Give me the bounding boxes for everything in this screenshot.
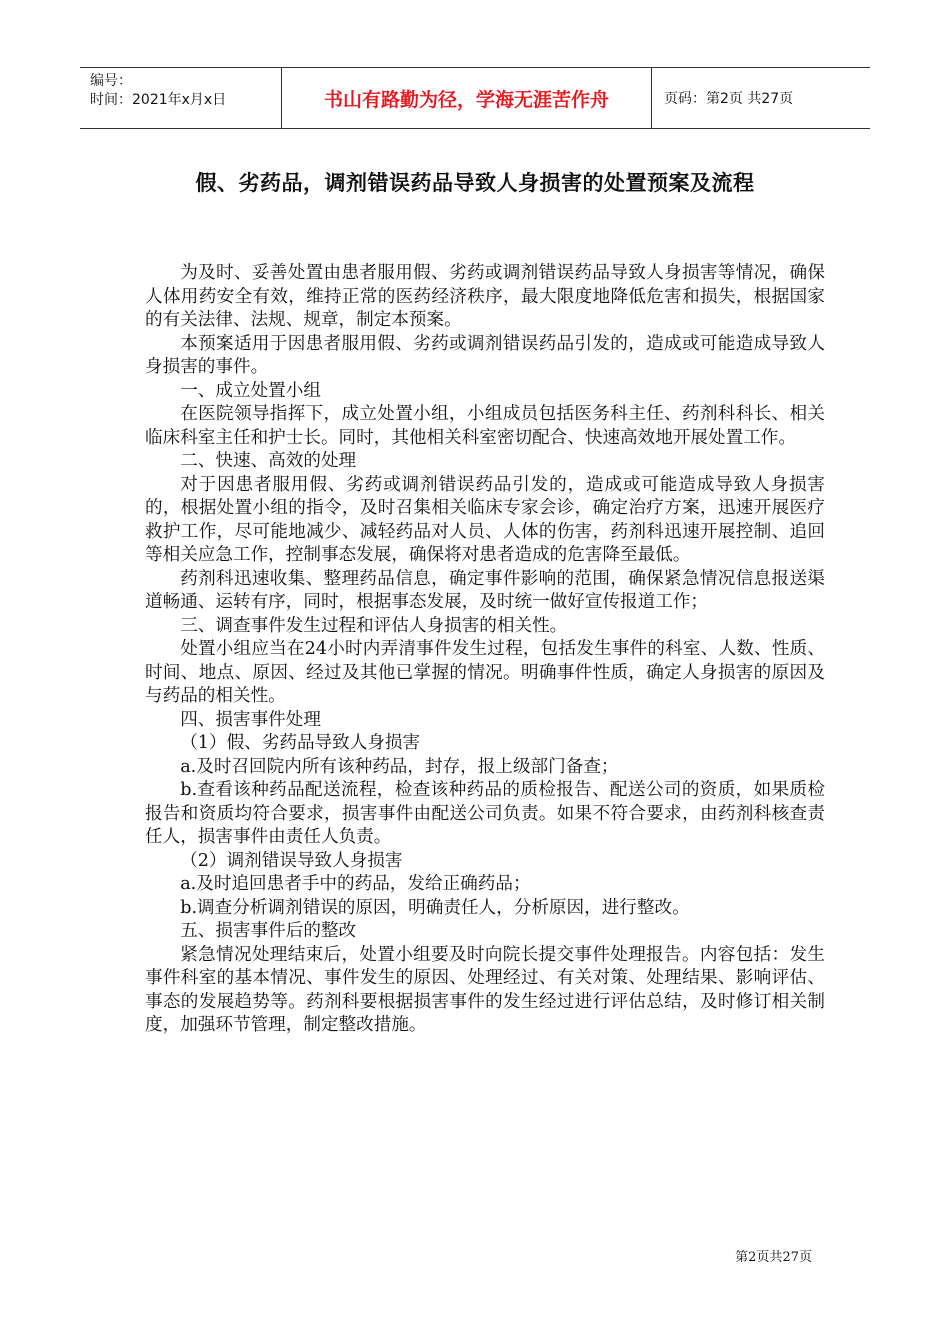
section-heading: 三、调查事件发生过程和评估人身损害的相关性。 xyxy=(180,615,568,636)
document-number-label: 编号： xyxy=(90,73,132,89)
section-heading: 四、损害事件处理 xyxy=(180,709,321,730)
subsection-heading: （1）假、劣药品导致人身损害 xyxy=(180,733,421,753)
page-header xyxy=(80,67,870,129)
paragraph: 在医院领导指挥下，成立处置小组，小组成员包括医务科主任、药剂科科长、相关临床科室主任和护士长。同时，其他相关科室密切配合、快速高效地开展处置工作。 xyxy=(145,404,825,448)
header-motto: 书山有路勤为径，学海无涯苦作舟 xyxy=(282,68,652,128)
section-heading: 一、成立处置小组 xyxy=(180,380,321,401)
page-footer: 第2页共27页 xyxy=(735,1250,812,1265)
paragraph: 对于因患者服用假、劣药或调剂错误药品引发的，造成或可能造成导致人身损害的，根据处置小组的指令，及时召集相关临床专家会诊，确定治疗方案，迅速开展医疗救护工作，尽可能地减少、减轻药品对人员、人体的伤害，药剂科迅速开展控制、追回等相关应急工作，控制事态发展，确保将对患者造成的危害降至最低。 xyxy=(145,474,825,565)
list-item: a.及时追回患者手中的药品，发给正确药品； xyxy=(180,874,531,894)
document-time-label: 时间：2021年x月x日 xyxy=(90,92,227,108)
paragraph: 为及时、妥善处置由患者服用假、劣药或调剂错误药品导致人身损害等情况，确保人体用药安全有效，维持正常的医药经济秩序，最大限度地降低危害和损失，根据国家的有关法律、法规、规章，制定本预案。 xyxy=(145,263,825,330)
list-item: a.及时召回院内所有该种药品，封存，报上级部门备查； xyxy=(180,756,619,777)
list-item: b.查看该种药品配送流程，检查该种药品的质检报告、配送公司的资质，如果质检报告和资质均符合要求，损害事件由配送公司负责。如果不符合要求，由药剂科核查责任人，损害事件由责任人负责。 xyxy=(145,780,825,847)
section-heading: 二、快速、高效的处理 xyxy=(180,451,357,471)
header-meta xyxy=(80,68,282,128)
paragraph: 处置小组应当在24小时内弄清事件发生过程，包括发生事件的科室、人数、性质、时间、地点、原因、经过及其他已掌握的情况。明确事件性质，确定人身损害的原因及与药品的相关性。 xyxy=(145,639,825,706)
paragraph: 本预案适用于因患者服用假、劣药或调剂错误药品引发的，造成或可能造成导致人身损害的事件。 xyxy=(145,333,825,377)
document-title: 假、劣药品，调剂错误药品导致人身损害的处置预案及流程 xyxy=(195,171,755,195)
paragraph: 药剂科迅速收集、整理药品信息，确定事件影响的范围，确保紧急情况信息报送渠道畅通、运转有序，同时，根据事态发展，及时统一做好宣传报道工作； xyxy=(145,568,825,612)
document-body xyxy=(145,262,825,1038)
paragraph: 紧急情况处理结束后，处置小组要及时向院长提交事件处理报告。内容包括：发生事件科室的基本情况、事件发生的原因、处理经过、有关对策、处理结果、影响评估、事态的发展趋势等。药剂科要根据损害事件的发生经过进行评估总结，及时修订相关制度，加强环节管理，制定整改措施。 xyxy=(145,944,825,1035)
subsection-heading: （2）调剂错误导致人身损害 xyxy=(180,850,403,871)
header-page-number: 页码：第2页 共27页 xyxy=(664,91,794,107)
section-heading: 五、损害事件后的整改 xyxy=(180,921,357,941)
list-item: b.调查分析调剂错误的原因，明确责任人，分析原因，进行整改。 xyxy=(180,897,690,918)
